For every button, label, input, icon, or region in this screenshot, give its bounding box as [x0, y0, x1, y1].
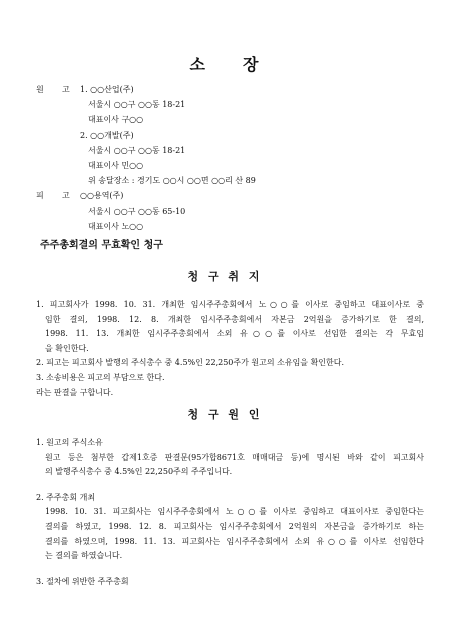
text-line: 의 발행주식총수 중 4.5%인 22,250주의 주주입니다.	[45, 467, 233, 477]
text-line: 을 확인한다.	[45, 343, 89, 353]
cause-item	[36, 575, 424, 590]
cause-section-title: 청 구 원 인	[187, 408, 263, 421]
text-line: 결의를 하였으며, 1998. 11. 13. 피고회사는 임시주주총회에서 소외 유○○를 이사로 선임한다	[45, 536, 424, 546]
party-row	[36, 97, 426, 112]
party-row	[36, 188, 426, 203]
party-row	[36, 158, 426, 173]
party-row	[36, 128, 426, 143]
party-detail: 서울시 ○○구 ○○동 65-10	[88, 206, 186, 216]
party-row	[36, 112, 426, 127]
text-line: 임한 결의, 1998. 12. 8. 개최한 임시주주총회에서 자본금 2억원을 증가하기로 한 결의,	[45, 314, 424, 324]
party-row	[36, 204, 426, 219]
case-title: 주주총회결의 무효확인 청구	[40, 240, 163, 251]
text-line: 결의를 하였고, 1998. 12. 8. 피고회사는 임시주주총회에서 2억원의 자본금을 증가하기로 하는	[45, 521, 424, 531]
parties-list	[36, 82, 426, 234]
text-line: 1998. 11. 13. 개최한 임시주주총회에서 소외 유○○를 이사로 선임한 결의는 각 무효임	[45, 329, 424, 339]
text-line: 원고 등은 첨부한 갑제1호증 판결문(95가합8671호 매매대금 등)에 명시된 바와 같이 피고회사	[45, 452, 424, 462]
party-row	[36, 143, 426, 158]
party-detail: 위 송달장소 : 경기도 ○○시 ○○면 ○○리 산 89	[88, 176, 256, 186]
claim-section-title: 청 구 취 지	[187, 270, 263, 283]
text-line: 1998. 10. 31. 피고회사는 임시주주총회에서 노○○를 이사로 중임하고 대표이사로 중임한다는	[45, 507, 424, 517]
text-line: 3. 절차에 위반한 주주총회	[36, 576, 129, 586]
text-line: 3. 소송비용은 피고의 부담으로 한다.	[36, 372, 165, 382]
party-detail: 서울시 ○○구 ○○동 18-21	[88, 100, 186, 110]
party-row	[36, 173, 426, 188]
party-detail: 2. ○○개발(주)	[80, 130, 134, 140]
text-line: 2. 피고는 피고회사 발행의 주식총수 중 4.5%인 22,250주가 원고의 소유임을 확인한다.	[36, 358, 345, 368]
text-line: 는 결의를 하였습니다.	[45, 551, 123, 561]
party-detail: 대표이사 민○○	[88, 160, 144, 170]
text-line: 1. 피고회사가 1998. 10. 31. 개최한 임시주주총회에서 노○○를 이사로 중임하고 대표이사로 중	[36, 300, 424, 309]
cause-section-body	[36, 436, 424, 589]
document-title	[0, 52, 450, 75]
claim-section-body	[36, 298, 424, 400]
party-detail: 대표이사 구○○	[88, 115, 144, 125]
party-detail: 서울시 ○○구 ○○동 18-21	[88, 145, 186, 155]
party-role: 원 고	[36, 85, 70, 94]
cause-item	[36, 436, 424, 480]
party-role: 피 고	[36, 191, 70, 201]
title-char: 소	[189, 55, 207, 74]
text-line: 1. 원고의 주식소유	[36, 438, 103, 447]
text-line: 라는 판결을 구합니다.	[36, 387, 114, 397]
title-char: 장	[243, 55, 261, 74]
party-detail: ○○용역(주)	[80, 191, 124, 201]
cause-item	[36, 491, 424, 564]
party-detail: 대표이사 노○○	[88, 221, 144, 231]
party-row	[36, 219, 426, 234]
party-row	[36, 82, 426, 97]
party-detail: 1. ○○산업(주)	[80, 85, 134, 94]
text-line: 2. 주주총회 개최	[36, 492, 96, 502]
